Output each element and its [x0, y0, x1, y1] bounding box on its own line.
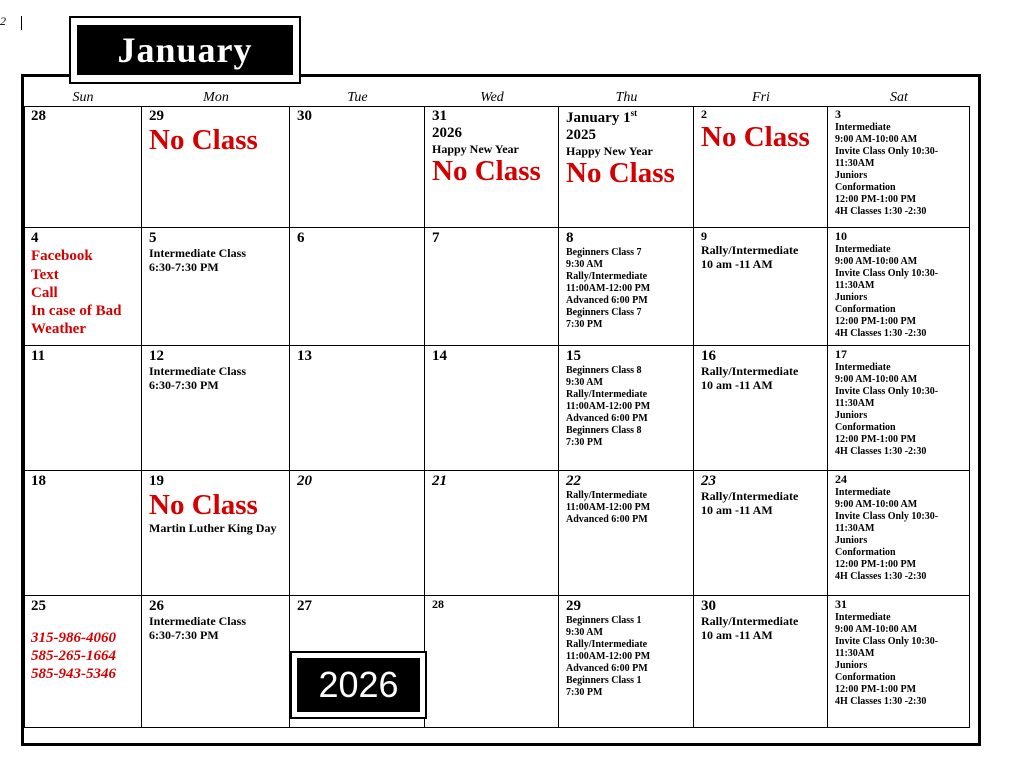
class-line: 10 am -11 AM — [701, 503, 773, 518]
class-line: Beginners Class 7 — [566, 307, 642, 319]
day-cell — [828, 346, 970, 471]
class-line: Beginners Class 7 — [566, 247, 642, 259]
day-cell — [828, 471, 970, 596]
day-header-4: Thu — [615, 90, 638, 105]
class-line: Advanced 6:00 PM — [566, 663, 648, 675]
day-header-0: Sun — [72, 90, 94, 105]
day-cell — [694, 106, 828, 228]
class-line: 6:30-7:30 PM — [149, 378, 219, 393]
saturday-line: 4H Classes 1:30 -2:30 — [835, 445, 927, 457]
day-number: 27 — [297, 598, 312, 614]
saturday-line: Juniors — [835, 534, 868, 546]
day-number: 17 — [835, 347, 847, 361]
day-number: 6 — [297, 230, 305, 246]
day-number: 15 — [566, 348, 581, 364]
saturday-line: Juniors — [835, 291, 868, 303]
day-number: 8 — [566, 230, 574, 246]
class-line: 11:00AM-12:00 PM — [566, 283, 651, 295]
day-number: 21 — [432, 473, 447, 489]
class-line: Advanced 6:00 PM — [566, 295, 648, 307]
year-label: 2026 — [297, 658, 420, 712]
day-number: 16 — [701, 348, 716, 364]
day-number: 13 — [297, 348, 312, 364]
class-line: Rally/Intermediate — [566, 271, 648, 283]
day-number: 9 — [701, 229, 707, 243]
saturday-line: Invite Class Only 10:30-11:30AM — [835, 635, 939, 659]
day-cell — [142, 228, 290, 346]
class-line: 9:30 AM — [566, 627, 603, 639]
day-cell — [559, 228, 694, 346]
class-line: Intermediate Class — [149, 246, 246, 261]
no-class-label: No Class — [149, 124, 258, 157]
day-cell — [559, 471, 694, 596]
class-line: 7:30 PM — [566, 687, 603, 699]
class-line: 11:00AM-12:00 PM — [566, 651, 651, 663]
weather-note-line: Facebook — [31, 248, 93, 265]
saturday-line: Intermediate — [835, 121, 891, 133]
saturday-line: 12:00 PM-1:00 PM — [835, 193, 917, 205]
holiday-note: Happy New Year — [432, 141, 519, 156]
saturday-line: Invite Class Only 10:30-11:30AM — [835, 267, 939, 291]
saturday-line: Conformation — [835, 421, 896, 433]
phone-number: 585-265-1664 — [31, 648, 116, 665]
class-line: Intermediate Class — [149, 364, 246, 379]
class-line: Rally/Intermediate — [701, 614, 799, 629]
holiday-note: Happy New Year — [566, 143, 653, 158]
day-number: 26 — [149, 598, 164, 614]
day-number: 5 — [149, 230, 157, 246]
day-number-wrap — [566, 108, 686, 127]
class-line: 6:30-7:30 PM — [149, 260, 219, 275]
class-line: Rally/Intermediate — [701, 364, 799, 379]
day-cell — [290, 346, 425, 471]
saturday-line: Conformation — [835, 181, 896, 193]
saturday-line: Juniors — [835, 659, 868, 671]
day-number: 23 — [701, 473, 716, 489]
class-line: 11:00AM-12:00 PM — [566, 401, 651, 413]
saturday-line: 4H Classes 1:30 -2:30 — [835, 327, 927, 339]
day-number: 2 — [701, 107, 707, 121]
ordinal-suffix: st — [630, 108, 638, 118]
day-cell — [24, 106, 142, 228]
day-cell — [290, 471, 425, 596]
saturday-line: 4H Classes 1:30 -2:30 — [835, 570, 927, 582]
margin-mark — [21, 16, 22, 30]
day-number: 19 — [149, 473, 164, 489]
saturday-line: Intermediate — [835, 611, 891, 623]
day-cell — [559, 106, 694, 228]
class-line: 10 am -11 AM — [701, 256, 773, 271]
day-cell — [425, 106, 559, 228]
day-number: 18 — [31, 473, 46, 489]
day-cell — [142, 471, 290, 596]
month-title: January — [77, 25, 293, 75]
class-line: Beginners Class 8 — [566, 425, 642, 437]
day-cell — [290, 228, 425, 346]
class-line: 9:30 AM — [566, 259, 603, 271]
day-cell — [24, 346, 142, 471]
saturday-line: 9:00 AM-10:00 AM — [835, 373, 918, 385]
day-cell — [142, 106, 290, 228]
day-cell — [828, 106, 970, 228]
saturday-line: 12:00 PM-1:00 PM — [835, 433, 917, 445]
class-line: 10 am -11 AM — [701, 628, 773, 643]
class-line: Martin Luther King Day — [149, 521, 277, 536]
phone-number: 315-986-4060 — [31, 630, 116, 647]
saturday-line: Invite Class Only 10:30-11:30AM — [835, 385, 939, 409]
class-line: Beginners Class 1 — [566, 675, 642, 687]
day-number: 31 — [835, 597, 847, 611]
day-header-3: Wed — [480, 90, 504, 105]
day-number: 14 — [432, 348, 447, 364]
class-line: Beginners Class 1 — [566, 615, 642, 627]
saturday-line: Conformation — [835, 671, 896, 683]
day-cell — [425, 346, 559, 471]
saturday-line: Intermediate — [835, 361, 891, 373]
year-box — [290, 651, 427, 719]
day-cell — [694, 346, 828, 471]
class-line: Advanced 6:00 PM — [566, 514, 648, 526]
no-class-label: No Class — [149, 489, 258, 522]
saturday-line: Conformation — [835, 546, 896, 558]
class-line: 9:30 AM — [566, 377, 603, 389]
saturday-line: 4H Classes 1:30 -2:30 — [835, 695, 927, 707]
day-number: 24 — [835, 472, 847, 486]
day-number: 29 — [149, 108, 164, 124]
class-line: Rally/Intermediate — [701, 489, 799, 504]
saturday-line: Conformation — [835, 303, 896, 315]
saturday-line: 9:00 AM-10:00 AM — [835, 255, 918, 267]
saturday-line: 9:00 AM-10:00 AM — [835, 623, 918, 635]
class-line: Beginners Class 8 — [566, 365, 642, 377]
day-number: 28 — [432, 597, 444, 611]
saturday-line: Intermediate — [835, 486, 891, 498]
day-cell — [142, 596, 290, 728]
day-header-5: Fri — [752, 90, 770, 105]
no-class-label: No Class — [566, 157, 675, 190]
saturday-line: Juniors — [835, 409, 868, 421]
day-cell — [24, 471, 142, 596]
saturday-line: Intermediate — [835, 243, 891, 255]
day-cell — [694, 228, 828, 346]
saturday-line: 12:00 PM-1:00 PM — [835, 558, 917, 570]
day-cell — [828, 228, 970, 346]
day-number: January 1 — [566, 110, 631, 126]
day-cell — [425, 471, 559, 596]
day-number: 30 — [701, 598, 716, 614]
day-header-6: Sat — [890, 90, 908, 105]
day-cell — [559, 346, 694, 471]
day-header-1: Mon — [203, 90, 229, 105]
day-number: 22 — [566, 473, 581, 489]
day-number: 10 — [835, 229, 847, 243]
day-cell — [290, 106, 425, 228]
day-number: 11 — [31, 348, 46, 364]
saturday-line: 9:00 AM-10:00 AM — [835, 133, 918, 145]
day-number: 25 — [31, 598, 46, 614]
day-cell — [425, 228, 559, 346]
class-line: Rally/Intermediate — [566, 639, 648, 651]
day-cell — [142, 346, 290, 471]
weather-note-line: Text — [31, 266, 59, 283]
class-line: 10 am -11 AM — [701, 378, 773, 393]
day-number: 31 — [432, 108, 447, 124]
day-cell — [828, 596, 970, 728]
day-number: 30 — [297, 108, 312, 124]
class-line: Rally/Intermediate — [566, 490, 648, 502]
month-title-box — [69, 16, 301, 84]
day-cell — [694, 596, 828, 728]
saturday-line: 12:00 PM-1:00 PM — [835, 315, 917, 327]
day-cell — [694, 471, 828, 596]
day-number: 28 — [31, 108, 46, 124]
day-number: 7 — [432, 230, 440, 246]
saturday-line: Invite Class Only 10:30-11:30AM — [835, 145, 939, 169]
day-header-2: Tue — [347, 90, 368, 105]
day-number: 4 — [31, 230, 39, 246]
spacer — [31, 615, 134, 629]
class-line: 6:30-7:30 PM — [149, 628, 219, 643]
day-cell — [24, 228, 142, 346]
saturday-line: 9:00 AM-10:00 AM — [835, 498, 918, 510]
page-corner-mark: 2 — [0, 14, 6, 28]
saturday-line: Invite Class Only 10:30-11:30AM — [835, 510, 939, 534]
day-number: 12 — [149, 348, 164, 364]
class-line: Rally/Intermediate — [566, 389, 648, 401]
day-number: 20 — [297, 473, 312, 489]
day-number: 3 — [835, 107, 841, 121]
class-line: 11:00AM-12:00 PM — [566, 502, 651, 514]
no-class-label: No Class — [432, 155, 541, 188]
saturday-line: Juniors — [835, 169, 868, 181]
day-cell — [559, 596, 694, 728]
class-line: Advanced 6:00 PM — [566, 413, 648, 425]
weather-note-line: In case of Bad Weather — [31, 303, 122, 338]
no-class-label: No Class — [701, 120, 810, 153]
class-line: 7:30 PM — [566, 319, 603, 331]
saturday-line: 4H Classes 1:30 -2:30 — [835, 205, 927, 217]
day-cell — [24, 596, 142, 728]
class-line: Intermediate Class — [149, 614, 246, 629]
class-line: Rally/Intermediate — [701, 242, 799, 257]
saturday-line: 12:00 PM-1:00 PM — [835, 683, 917, 695]
year-text: 2025 — [566, 127, 596, 144]
day-number: 29 — [566, 598, 581, 614]
day-cell — [425, 596, 559, 728]
year-text: 2026 — [432, 125, 462, 142]
weather-note-line: Call — [31, 284, 58, 301]
class-line: 7:30 PM — [566, 437, 603, 449]
phone-number: 585-943-5346 — [31, 666, 116, 683]
